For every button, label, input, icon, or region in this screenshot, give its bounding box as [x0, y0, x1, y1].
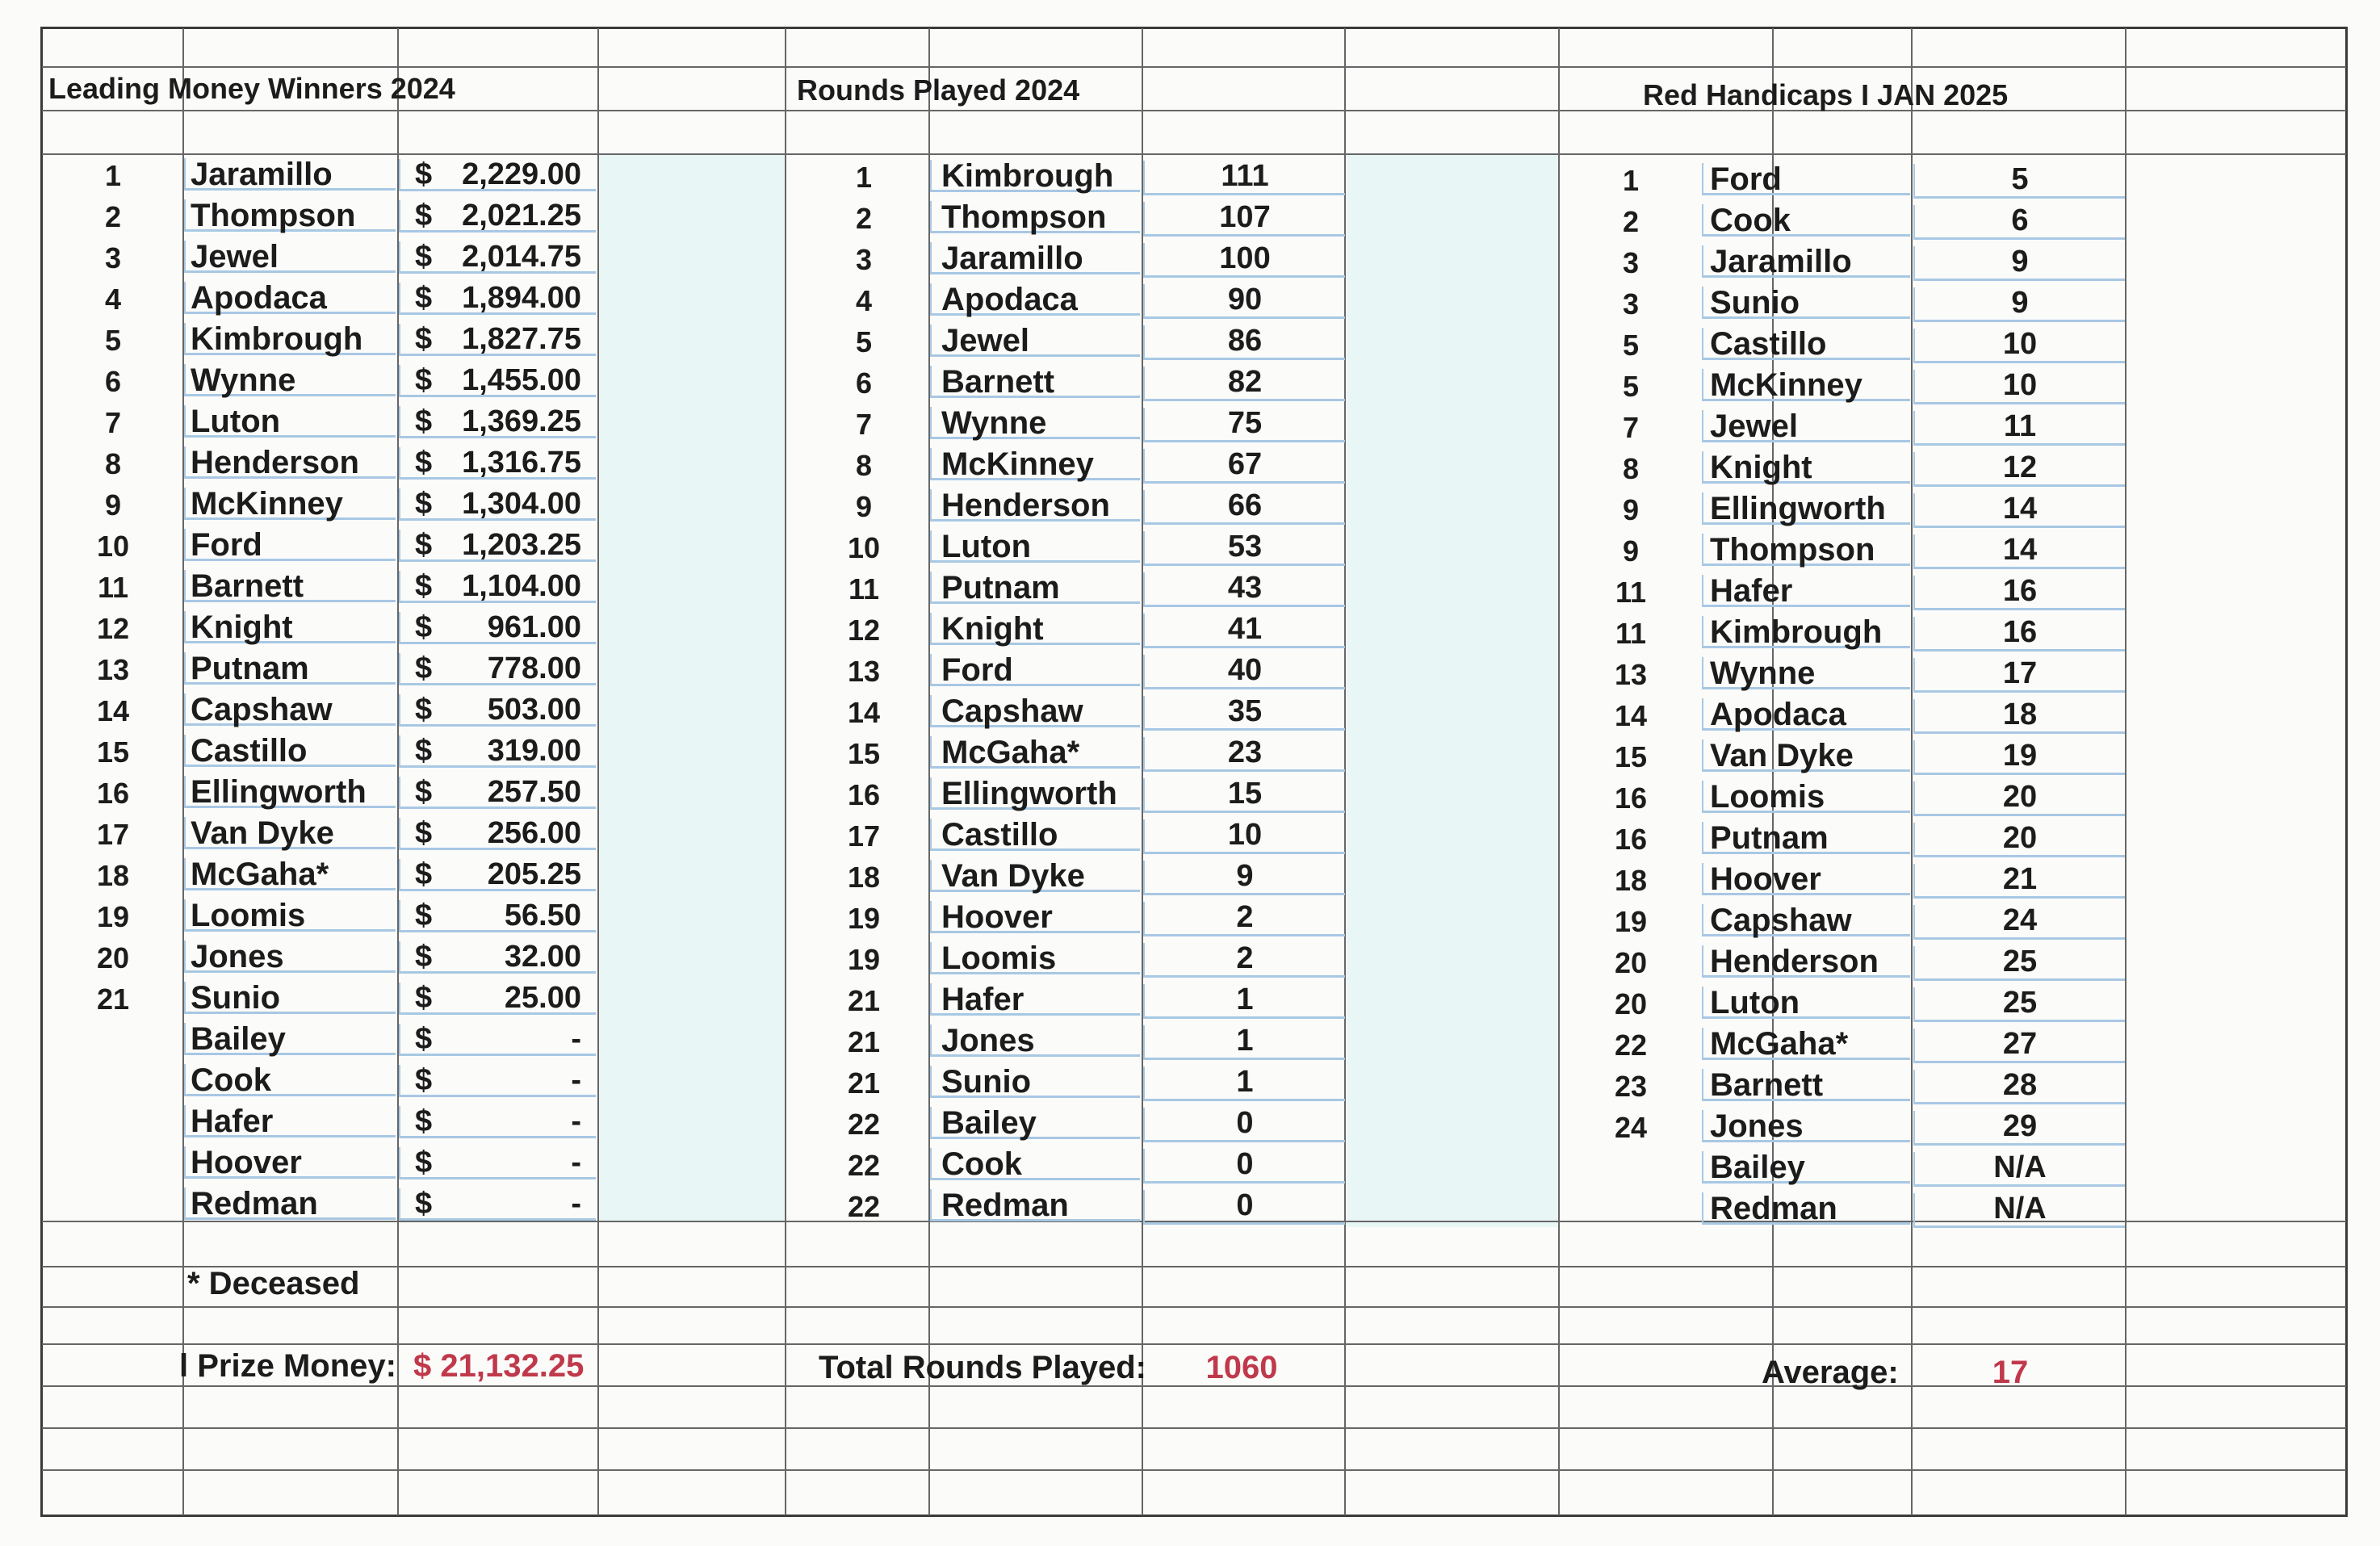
money-player-name: Hafer [184, 1105, 396, 1138]
money-rank: 19 [96, 900, 130, 933]
money-dollar-sign: $ [399, 982, 596, 1015]
money-player-name: Jewel [184, 241, 396, 273]
rounds-rank: 2 [855, 202, 873, 235]
money-dollar-sign: $ [399, 653, 596, 685]
rounds-player-name: Cook [930, 1148, 1140, 1180]
money-player-name: Hoover [184, 1146, 396, 1179]
money-rank: 16 [96, 777, 130, 810]
handicap-rank: 11 [1615, 617, 1647, 650]
handicap-value: 17 [1913, 658, 2125, 693]
rounds-rank: 10 [847, 531, 881, 564]
handicap-rank: 3 [1622, 287, 1640, 321]
money-amount: 2,021.25 [462, 199, 581, 233]
handicap-value: 21 [1913, 864, 2125, 899]
handicap-rank: 20 [1614, 987, 1648, 1020]
handicap-rank: 5 [1622, 370, 1640, 403]
money-dollar-sign: $ [399, 1147, 596, 1179]
rounds-count: 1 [1143, 984, 1345, 1019]
money-player-name: McKinney [184, 488, 396, 520]
rounds-count: 41 [1143, 614, 1345, 648]
rounds-player-name: Bailey [930, 1107, 1140, 1139]
rounds-player-name: Capshaw [930, 695, 1140, 727]
rounds-player-name: McKinney [930, 448, 1140, 480]
money-dollar-sign: $ [399, 283, 596, 315]
money-dollar-sign: $ [399, 1188, 596, 1221]
money-rank: 4 [104, 283, 122, 316]
handicap-value: 9 [1913, 287, 2125, 322]
rounds-player-name: Jewel [930, 325, 1140, 357]
rounds-rank: 11 [848, 572, 880, 605]
handicap-player-name: Van Dyke [1702, 739, 1910, 772]
money-amount: 32.00 [504, 940, 581, 974]
handicap-average-value: 17 [1992, 1355, 2029, 1390]
handicap-rank: 22 [1614, 1029, 1648, 1062]
rounds-rank: 16 [847, 778, 881, 811]
handicap-value: 25 [1913, 987, 2125, 1022]
rounds-rank: 4 [855, 284, 873, 317]
money-amount: 961.00 [487, 610, 581, 644]
handicap-value: 16 [1913, 576, 2125, 610]
rounds-count: 1 [1143, 1025, 1345, 1060]
grid-column-line [1558, 28, 1560, 1515]
money-rank: 15 [96, 735, 130, 769]
rounds-player-name: Sunio [930, 1066, 1140, 1098]
money-amount: - [571, 1104, 581, 1138]
rounds-player-name: Luton [930, 530, 1140, 563]
rounds-count: 66 [1143, 490, 1345, 525]
handicap-value: 11 [1913, 411, 2125, 446]
rounds-count: 1 [1143, 1066, 1345, 1101]
handicap-value: 27 [1913, 1029, 2125, 1063]
money-dollar-sign: $ [399, 159, 596, 191]
handicap-rank: 5 [1622, 329, 1640, 362]
money-amount: 205.25 [487, 857, 581, 891]
money-player-name: Apodaca [184, 282, 396, 314]
money-player-name: Wynne [184, 364, 396, 396]
money-amount: 56.50 [504, 899, 581, 932]
money-rank: 7 [104, 406, 122, 439]
money-amount: - [571, 1022, 581, 1056]
money-amount: - [571, 1187, 581, 1221]
rounds-rank: 9 [855, 490, 873, 523]
handicap-rank: 9 [1622, 493, 1640, 526]
grid-column-line [1911, 28, 1913, 1515]
rounds-count: 100 [1143, 243, 1345, 278]
rounds-count: 23 [1143, 737, 1345, 772]
money-player-name: Kimbrough [184, 323, 396, 355]
rounds-rank: 8 [855, 449, 873, 482]
rounds-rank: 21 [847, 1066, 881, 1100]
money-player-name: Knight [184, 611, 396, 643]
rounds-count: 0 [1143, 1190, 1345, 1225]
handicap-rank: 18 [1614, 864, 1648, 897]
money-rank: 13 [96, 653, 130, 686]
money-rank: 18 [96, 859, 130, 892]
rounds-player-name: Knight [930, 613, 1140, 645]
handicap-player-name: Thompson [1702, 534, 1910, 566]
handicap-player-name: Jewel [1702, 410, 1910, 442]
rounds-rank: 1 [855, 161, 873, 194]
handicap-rank: 20 [1614, 946, 1648, 979]
money-rank: 14 [96, 694, 130, 727]
money-player-name: Sunio [184, 982, 396, 1014]
money-dollar-sign: $ [399, 818, 596, 850]
handicap-player-name: Bailey [1702, 1151, 1910, 1184]
grid-row-line [42, 1266, 2346, 1267]
handicap-value: 5 [1913, 164, 2125, 199]
money-amount: 1,894.00 [462, 281, 581, 315]
handicap-rank: 8 [1622, 452, 1640, 485]
handicap-value: 10 [1913, 329, 2125, 363]
handicap-rank: 1 [1622, 164, 1640, 197]
money-rank: 12 [96, 612, 130, 645]
money-dollar-sign: $ [399, 365, 596, 397]
money-rank: 5 [104, 324, 122, 357]
money-amount: 1,304.00 [462, 487, 581, 521]
handicap-player-name: Knight [1702, 451, 1910, 484]
handicap-player-name: Redman [1702, 1192, 1910, 1225]
rounds-rank: 12 [847, 614, 881, 647]
handicap-player-name: Hoover [1702, 863, 1910, 895]
handicap-value: N/A [1913, 1152, 2125, 1187]
money-amount: 2,014.75 [462, 240, 581, 274]
money-player-name: Luton [184, 405, 396, 438]
rounds-player-name: McGaha* [930, 736, 1140, 769]
money-amount: 778.00 [487, 651, 581, 685]
money-amount: 256.00 [487, 816, 581, 850]
money-rank: 20 [96, 941, 130, 974]
rounds-count: 67 [1143, 449, 1345, 484]
rounds-player-name: Jones [930, 1024, 1140, 1057]
handicap-player-name: Castillo [1702, 328, 1910, 360]
rounds-rank: 7 [855, 408, 873, 441]
rounds-player-name: Barnett [930, 366, 1140, 398]
handicap-player-name: Wynne [1702, 657, 1910, 689]
money-player-name: Castillo [184, 735, 396, 767]
handicap-rank: 15 [1614, 740, 1648, 773]
rounds-rank: 6 [855, 367, 873, 400]
handicap-value: N/A [1913, 1193, 2125, 1228]
rounds-rank: 18 [847, 861, 881, 894]
rounds-count: 107 [1143, 202, 1345, 237]
handicap-value: 16 [1913, 617, 2125, 651]
money-dollar-sign: $ [399, 859, 596, 891]
rounds-player-name: Wynne [930, 407, 1140, 439]
money-rank: 21 [96, 982, 130, 1016]
handicap-player-name: Jones [1702, 1110, 1910, 1142]
handicap-player-name: Cook [1702, 204, 1910, 237]
rounds-rank: 15 [847, 737, 881, 770]
money-dollar-sign: $ [399, 447, 596, 480]
rounds-count: 10 [1143, 819, 1345, 854]
rounds-rank: 21 [847, 1025, 881, 1058]
money-rank: 9 [104, 488, 122, 522]
money-dollar-sign: $ [399, 241, 596, 274]
money-dollar-sign: $ [399, 406, 596, 438]
money-player-name: Barnett [184, 570, 396, 602]
rounds-count: 2 [1143, 943, 1345, 978]
money-rank: 6 [104, 365, 122, 398]
handicap-value: 24 [1913, 905, 2125, 940]
rounds-total-value: 1060 [1205, 1350, 1278, 1385]
handicap-rank: 13 [1614, 658, 1648, 691]
handicap-value: 29 [1913, 1111, 2125, 1146]
handicap-average-label: Average: [1762, 1355, 1899, 1390]
prize-money-total-label: l Prize Money: [179, 1348, 396, 1384]
handicap-value: 14 [1913, 493, 2125, 528]
handicap-player-name: Capshaw [1702, 904, 1910, 936]
handicap-rank: 14 [1614, 699, 1648, 732]
rounds-rank: 22 [847, 1108, 881, 1141]
handicap-player-name: Sunio [1702, 287, 1910, 319]
money-dollar-sign: $ [399, 777, 596, 809]
money-amount: 1,455.00 [462, 363, 581, 397]
handicap-rank: 16 [1614, 823, 1648, 856]
rounds-player-name: Ford [930, 654, 1140, 686]
handicap-player-name: McKinney [1702, 369, 1910, 401]
grid-row-line [42, 1306, 2346, 1308]
money-player-name: Van Dyke [184, 817, 396, 849]
handicap-player-name: Ellingworth [1702, 492, 1910, 525]
handicap-value: 25 [1913, 946, 2125, 981]
grid-row-line [42, 1343, 2346, 1345]
rounds-title: Rounds Played 2024 [797, 73, 1080, 107]
handicap-rank: 16 [1614, 781, 1648, 815]
money-amount: - [571, 1063, 581, 1097]
money-dollar-sign: $ [399, 612, 596, 644]
grid-row-line [42, 1469, 2346, 1471]
prize-money-total-value: $ 21,132.25 [413, 1348, 585, 1384]
handicap-value: 9 [1913, 246, 2125, 281]
grid-column-line [785, 28, 786, 1515]
rounds-count: 0 [1143, 1149, 1345, 1184]
money-rank: 8 [104, 447, 122, 480]
money-amount: 1,369.25 [462, 404, 581, 438]
money-amount: 1,827.75 [462, 322, 581, 356]
money-dollar-sign: $ [399, 735, 596, 768]
handicap-value: 28 [1913, 1070, 2125, 1104]
handicap-player-name: Kimbrough [1702, 616, 1910, 648]
money-amount: 25.00 [504, 981, 581, 1015]
rounds-player-name: Van Dyke [930, 860, 1140, 892]
money-player-name: Redman [184, 1188, 396, 1220]
rounds-rank: 21 [847, 984, 881, 1017]
grid-row-line [42, 1427, 2346, 1429]
rounds-player-name: Jaramillo [930, 242, 1140, 274]
rounds-total-label: Total Rounds Played: [819, 1350, 1146, 1385]
handicap-player-name: Henderson [1702, 945, 1910, 978]
handicap-player-name: Loomis [1702, 781, 1910, 813]
money-amount: 1,316.75 [462, 446, 581, 480]
rounds-rank: 22 [847, 1190, 881, 1223]
money-dollar-sign: $ [399, 324, 596, 356]
money-player-name: Thompson [184, 199, 396, 232]
money-rank: 1 [104, 159, 122, 192]
rounds-player-name: Henderson [930, 489, 1140, 522]
money-dollar-sign: $ [399, 488, 596, 521]
handicap-player-name: Jaramillo [1702, 245, 1910, 278]
handicap-value: 18 [1913, 699, 2125, 734]
money-player-name: Bailey [184, 1023, 396, 1055]
money-dollar-sign: $ [399, 200, 596, 233]
rounds-player-name: Putnam [930, 572, 1140, 604]
money-amount: 2,229.00 [462, 157, 581, 191]
money-dollar-sign: $ [399, 571, 596, 603]
handicap-rank: 19 [1614, 905, 1648, 938]
money-player-name: Capshaw [184, 693, 396, 726]
grid-row-line [42, 153, 2346, 155]
rounds-count: 82 [1143, 367, 1345, 401]
money-amount: - [571, 1146, 581, 1179]
handicap-rank: 24 [1614, 1111, 1648, 1144]
money-rank: 2 [104, 200, 122, 233]
money-amount: 1,104.00 [462, 569, 581, 603]
money-title: Leading Money Winners 2024 [48, 72, 455, 105]
handicap-value: 10 [1913, 370, 2125, 404]
handicap-value: 20 [1913, 781, 2125, 816]
money-amount: 257.50 [487, 775, 581, 809]
money-player-name: Henderson [184, 446, 396, 479]
rounds-rank: 13 [847, 655, 881, 688]
rounds-count: 2 [1143, 902, 1345, 936]
rounds-player-name: Apodaca [930, 283, 1140, 316]
handicap-player-name: Hafer [1702, 575, 1910, 607]
rounds-count: 43 [1143, 572, 1345, 607]
rounds-rank: 14 [847, 696, 881, 729]
money-amount: 1,203.25 [462, 528, 581, 562]
rounds-player-name: Hoover [930, 901, 1140, 933]
money-player-name: Putnam [184, 652, 396, 685]
rounds-count: 75 [1143, 408, 1345, 442]
money-rank: 3 [104, 241, 122, 274]
rounds-rank: 19 [847, 943, 881, 976]
money-dollar-sign: $ [399, 694, 596, 727]
rounds-rank: 5 [855, 325, 873, 358]
money-amount: 319.00 [487, 734, 581, 768]
rounds-player-name: Hafer [930, 983, 1140, 1016]
handicap-player-name: McGaha* [1702, 1028, 1910, 1060]
rounds-player-name: Thompson [930, 201, 1140, 233]
handicap-player-name: Putnam [1702, 822, 1910, 854]
grid-column-line [597, 28, 599, 1515]
handicap-rank: 7 [1622, 411, 1640, 444]
rounds-player-name: Loomis [930, 942, 1140, 974]
rounds-rank: 22 [847, 1149, 881, 1182]
handicap-value: 20 [1913, 823, 2125, 857]
rounds-player-name: Castillo [930, 819, 1140, 851]
money-rank: 11 [97, 571, 129, 604]
rounds-rank: 17 [847, 819, 881, 853]
handicap-player-name: Apodaca [1702, 698, 1910, 731]
handicap-rank: 23 [1614, 1070, 1648, 1103]
handicap-player-name: Luton [1702, 987, 1910, 1019]
money-player-name: Ford [184, 529, 396, 561]
money-player-name: Loomis [184, 899, 396, 932]
money-dollar-sign: $ [399, 530, 596, 562]
handicap-value: 19 [1913, 740, 2125, 775]
rounds-count: 90 [1143, 284, 1345, 319]
handicap-value: 14 [1913, 534, 2125, 569]
handicap-player-name: Barnett [1702, 1069, 1910, 1101]
money-dollar-sign: $ [399, 1065, 596, 1097]
rounds-count: 53 [1143, 531, 1345, 566]
money-dollar-sign: $ [399, 941, 596, 974]
handicap-rank: 3 [1622, 246, 1640, 279]
rounds-rank: 19 [847, 902, 881, 935]
money-dollar-sign: $ [399, 900, 596, 932]
money-player-name: Jones [184, 941, 396, 973]
rounds-count: 40 [1143, 655, 1345, 689]
handicap-rank: 2 [1622, 205, 1640, 238]
handicap-value: 12 [1913, 452, 2125, 487]
rounds-player-name: Kimbrough [930, 160, 1140, 192]
deceased-note: * Deceased [187, 1266, 360, 1301]
handicaps-title: Red Handicaps I JAN 2025 [1643, 78, 2009, 111]
rounds-count: 9 [1143, 861, 1345, 895]
money-player-name: McGaha* [184, 858, 396, 890]
money-player-name: Jaramillo [184, 158, 396, 191]
handicap-player-name: Ford [1702, 163, 1910, 195]
handicap-rank: 11 [1615, 576, 1647, 609]
money-player-name: Cook [184, 1064, 396, 1096]
rounds-count: 35 [1143, 696, 1345, 731]
grid-row-line [42, 66, 2346, 68]
handicap-value: 6 [1913, 205, 2125, 240]
money-rank: 17 [96, 818, 130, 851]
money-rank: 10 [96, 530, 130, 563]
rounds-count: 111 [1143, 161, 1345, 195]
money-player-name: Ellingworth [184, 776, 396, 808]
grid-column-line [2125, 28, 2126, 1515]
money-amount: 503.00 [487, 693, 581, 727]
money-dollar-sign: $ [399, 1106, 596, 1138]
rounds-player-name: Redman [930, 1189, 1140, 1221]
rounds-rank: 3 [855, 243, 873, 276]
rounds-count: 0 [1143, 1108, 1345, 1142]
money-dollar-sign: $ [399, 1024, 596, 1056]
rounds-count: 15 [1143, 778, 1345, 813]
rounds-player-name: Ellingworth [930, 777, 1140, 810]
handicap-rank: 9 [1622, 534, 1640, 568]
rounds-count: 86 [1143, 325, 1345, 360]
